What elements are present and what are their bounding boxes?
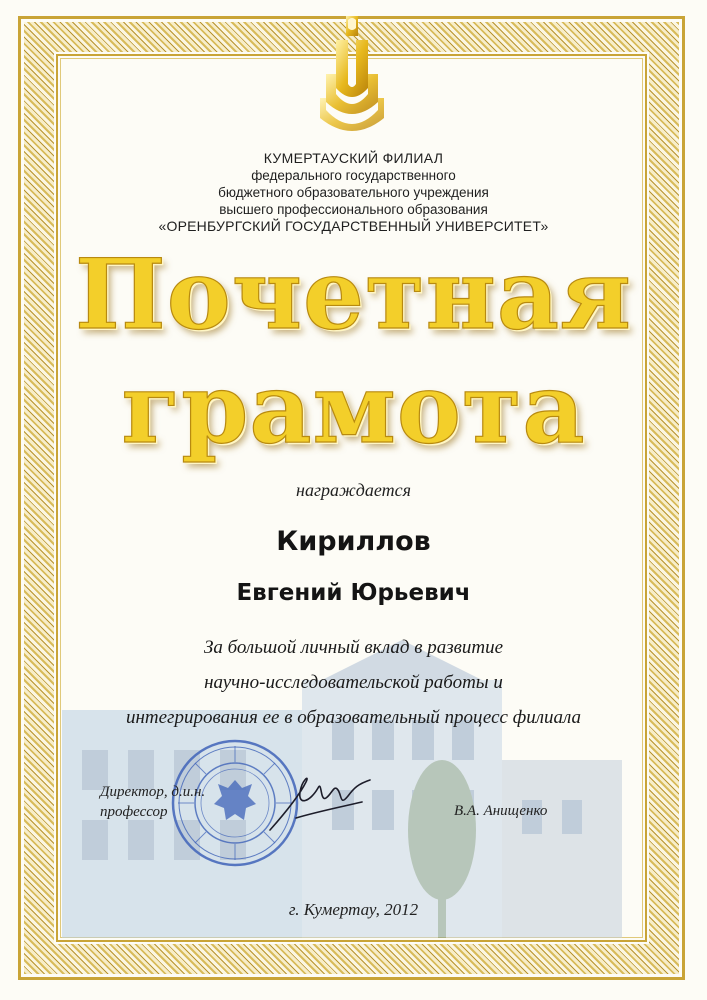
- university-emblem-icon: [318, 14, 386, 136]
- awarded-label: награждается: [296, 480, 411, 500]
- recipient-surname: Кириллов: [276, 526, 431, 557]
- institution-line-2: федерального государственного: [251, 168, 456, 183]
- award-reason-line-1: За большой личный вклад в развитие: [203, 637, 504, 658]
- institution-line-5: «ОРЕНБУРГСКИЙ ГОСУДАРСТВЕННЫЙ УНИВЕРСИТЕТ»: [158, 218, 549, 234]
- signatory-name: В.А. Анищенко: [454, 803, 548, 819]
- certificate-title-line-1: Почетная: [75, 238, 632, 351]
- institution-line-3: бюджетного образовательного учреждения: [218, 185, 489, 200]
- signatory-role: [100, 782, 205, 822]
- institution-name-block: [100, 150, 607, 235]
- award-reason-line-2: научно-исследовательской работы и: [204, 672, 503, 693]
- award-reason-line-3: интегрирования ее в образовательный процесс филиала: [125, 707, 582, 728]
- certificate-title-line-2: грамота: [121, 352, 586, 465]
- director-signature-icon: [266, 772, 376, 838]
- signatory-role-line-1: Директор, д.и.н.: [100, 784, 206, 800]
- recipient-given-names: Евгений Юрьевич: [236, 580, 471, 606]
- signatory-role-line-2: профессор: [100, 804, 168, 820]
- institution-line-4: высшего профессионального образования: [219, 202, 488, 217]
- award-reason: [90, 630, 617, 735]
- place-and-date: г. Кумертау, 2012: [288, 900, 419, 919]
- institution-line-1: КУМЕРТАУСКИЙ ФИЛИАЛ: [263, 150, 444, 166]
